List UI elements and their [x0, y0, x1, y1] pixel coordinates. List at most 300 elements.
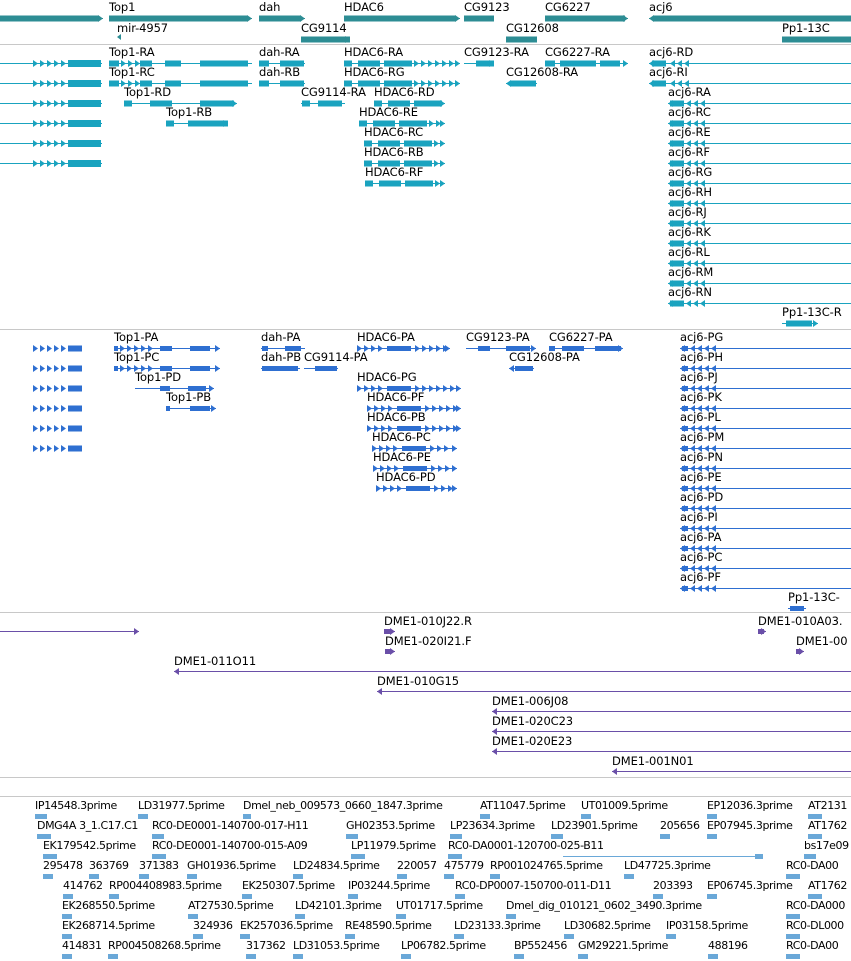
protein-label[interactable]: HDAC6-PD — [376, 470, 436, 484]
protein-label[interactable]: HDAC6-PA — [357, 330, 415, 344]
protein-chevron[interactable] — [444, 445, 449, 452]
est-label[interactable]: GH01936.5prime — [187, 859, 276, 872]
protein-exon[interactable] — [790, 606, 804, 611]
transcript-chevron[interactable] — [33, 60, 38, 67]
est-label[interactable]: 475779 — [444, 859, 484, 872]
protein-label[interactable]: Top1-PD — [135, 370, 181, 384]
est-label[interactable]: LD31053.5prime — [293, 939, 380, 952]
protein-chevron[interactable] — [54, 385, 59, 392]
est-exon[interactable] — [707, 834, 717, 839]
transcript-chevron[interactable] — [47, 100, 52, 107]
transcript-label[interactable]: acj6-RA — [668, 85, 711, 99]
est-label[interactable]: 220057 — [397, 859, 437, 872]
est-label[interactable]: RP004508268.5prime — [108, 939, 221, 952]
transcript-label[interactable]: CG12608-RA — [506, 65, 579, 79]
protein-label[interactable]: Top1-PB — [166, 390, 211, 404]
est-label[interactable]: BP552456 — [514, 939, 567, 952]
protein-label[interactable]: CG9114-PA — [304, 350, 368, 364]
est-label[interactable]: IP03244.5prime — [348, 879, 430, 892]
protein-chevron[interactable] — [432, 405, 437, 412]
transcript-chevron[interactable] — [61, 60, 66, 67]
est-label[interactable]: RC0-DE0001-140700-017-H11 — [152, 819, 309, 832]
transcript-chevron[interactable] — [54, 60, 59, 67]
transcript-exon[interactable] — [68, 160, 101, 167]
protein-chevron[interactable] — [40, 405, 45, 412]
protein-chevron[interactable] — [439, 405, 444, 412]
est-exon[interactable] — [43, 874, 53, 879]
transcript-label[interactable]: HDAC6-RA — [344, 45, 404, 59]
clone-label[interactable]: DME1-011O11 — [174, 654, 257, 668]
protein-label[interactable]: Pp1-13C- — [788, 590, 840, 604]
est-label[interactable]: bs17e09 — [804, 839, 849, 852]
est-exon[interactable] — [708, 954, 718, 959]
est-label[interactable]: 488196 — [708, 939, 748, 952]
protein-chevron[interactable] — [690, 585, 695, 592]
gene-exon[interactable] — [344, 16, 456, 22]
transcript-label[interactable]: acj6-RJ — [668, 205, 707, 219]
transcript-chevron[interactable] — [33, 140, 38, 147]
protein-chevron[interactable] — [397, 485, 402, 492]
transcript-exon[interactable] — [318, 101, 342, 107]
protein-chevron[interactable] — [415, 345, 420, 352]
protein-chevron[interactable] — [434, 485, 439, 492]
clone-label[interactable]: DME1-020C23 — [492, 714, 574, 728]
transcript-chevron[interactable] — [421, 60, 426, 67]
protein-chevron[interactable] — [40, 365, 45, 372]
gene-arrow[interactable] — [98, 15, 103, 22]
protein-exon[interactable] — [68, 426, 82, 432]
protein-chevron[interactable] — [61, 425, 66, 432]
transcript-chevron[interactable] — [693, 300, 698, 307]
clone-label[interactable]: DME1-006J08 — [492, 694, 569, 708]
gene-arrow[interactable] — [649, 15, 654, 22]
transcript-chevron[interactable] — [449, 60, 454, 67]
transcript-label[interactable]: CG6227-RA — [545, 45, 610, 59]
est-label[interactable]: IP03158.5prime — [666, 919, 748, 932]
transcript-label[interactable]: Top1-RC — [109, 65, 155, 79]
est-label[interactable]: AT1762 — [808, 819, 847, 832]
transcript-chevron[interactable] — [47, 80, 52, 87]
protein-chevron[interactable] — [436, 345, 441, 352]
transcript-arrow[interactable] — [440, 100, 445, 107]
clone-label[interactable]: DME1-001N01 — [612, 754, 694, 768]
est-label[interactable]: 317362 — [246, 939, 286, 952]
transcript-chevron[interactable] — [40, 140, 45, 147]
protein-chevron[interactable] — [437, 445, 442, 452]
transcript-chevron[interactable] — [435, 80, 440, 87]
transcript-label[interactable]: HDAC6-RE — [359, 105, 418, 119]
est-label[interactable]: EK268714.5prime — [62, 919, 155, 932]
transcript-chevron[interactable] — [449, 80, 454, 87]
protein-exon[interactable] — [166, 406, 170, 411]
transcript-exon[interactable] — [302, 101, 310, 107]
est-label[interactable]: LD30682.5prime — [564, 919, 651, 932]
protein-exon[interactable] — [68, 346, 82, 352]
transcript-chevron[interactable] — [40, 120, 45, 127]
protein-chevron[interactable] — [61, 405, 66, 412]
est-exon[interactable] — [293, 954, 303, 959]
transcript-chevron[interactable] — [54, 160, 59, 167]
gene-label[interactable]: CG9114 — [301, 21, 347, 35]
transcript-chevron[interactable] — [61, 140, 66, 147]
est-label[interactable]: UT01009.5prime — [581, 799, 668, 812]
transcript-chevron[interactable] — [434, 160, 439, 167]
transcript-exon[interactable] — [166, 121, 174, 127]
gene-arrow[interactable] — [247, 15, 252, 22]
protein-label[interactable]: acj6-PN — [680, 450, 723, 464]
gene-arrow[interactable] — [455, 15, 460, 22]
gene-exon[interactable] — [301, 37, 350, 43]
clone-arrow[interactable] — [492, 748, 497, 755]
transcript-exon[interactable] — [510, 81, 536, 87]
transcript-exon[interactable] — [786, 321, 812, 327]
protein-chevron[interactable] — [33, 365, 38, 372]
est-exon[interactable] — [62, 954, 72, 959]
transcript-arrow[interactable] — [440, 160, 445, 167]
clone-label[interactable]: DME1-010J22.R — [384, 614, 472, 628]
est-label[interactable]: 363769 — [89, 859, 129, 872]
est-label[interactable]: AT27530.5prime — [188, 899, 274, 912]
protein-exon[interactable] — [68, 366, 82, 372]
transcript-label[interactable]: acj6-RI — [649, 65, 688, 79]
protein-chevron[interactable] — [61, 365, 66, 372]
protein-chevron[interactable] — [429, 385, 434, 392]
gene-label[interactable]: CG9123 — [464, 0, 510, 14]
transcript-arrow[interactable] — [649, 80, 654, 87]
est-label[interactable]: AT1762 — [808, 879, 847, 892]
protein-arrow[interactable] — [215, 365, 220, 372]
protein-chevron[interactable] — [54, 365, 59, 372]
protein-arrow[interactable] — [456, 385, 461, 392]
transcript-chevron[interactable] — [435, 180, 440, 187]
clone-label[interactable]: DME1-020I21.F — [385, 634, 472, 648]
transcript-exon[interactable] — [379, 181, 401, 187]
protein-chevron[interactable] — [33, 445, 38, 452]
protein-chevron[interactable] — [390, 485, 395, 492]
clone-arrow[interactable] — [612, 768, 617, 775]
transcript-chevron[interactable] — [442, 60, 447, 67]
protein-chevron[interactable] — [446, 405, 451, 412]
protein-label[interactable]: acj6-PJ — [680, 370, 718, 384]
transcript-exon[interactable] — [165, 61, 181, 67]
protein-chevron[interactable] — [704, 585, 709, 592]
est-label[interactable]: LD31977.5prime — [138, 799, 225, 812]
gene-exon[interactable] — [506, 37, 537, 43]
est-label[interactable]: LD24834.5prime — [293, 859, 380, 872]
transcript-arrow[interactable] — [455, 60, 460, 67]
protein-exon[interactable] — [190, 346, 210, 351]
protein-arrow[interactable] — [452, 465, 457, 472]
est-exon[interactable] — [401, 954, 411, 959]
est-label[interactable]: UT01717.5prime — [396, 899, 483, 912]
protein-chevron[interactable] — [438, 465, 443, 472]
protein-label[interactable]: CG12608-PA — [509, 350, 580, 364]
transcript-label[interactable]: acj6-RC — [668, 105, 711, 119]
clone-label[interactable]: DME1-00 — [796, 634, 848, 648]
protein-chevron[interactable] — [47, 445, 52, 452]
transcript-exon[interactable] — [259, 81, 269, 87]
est-label[interactable]: RC0-DA000 — [786, 899, 845, 912]
est-label[interactable]: 414762 — [63, 879, 103, 892]
transcript-label[interactable]: acj6-RK — [668, 225, 711, 239]
transcript-chevron[interactable] — [442, 80, 447, 87]
transcript-chevron[interactable] — [429, 120, 434, 127]
transcript-chevron[interactable] — [61, 100, 66, 107]
transcript-arrow[interactable] — [813, 320, 818, 327]
transcript-chevron[interactable] — [40, 60, 45, 67]
transcript-exon[interactable] — [405, 181, 433, 187]
transcript-arrow[interactable] — [440, 180, 445, 187]
est-exon[interactable] — [624, 874, 634, 879]
transcript-chevron[interactable] — [54, 120, 59, 127]
est-exon[interactable] — [755, 854, 763, 859]
est-label[interactable]: RP004408983.5prime — [109, 879, 222, 892]
est-label[interactable]: RC0-DA00 — [786, 859, 839, 872]
est-exon[interactable] — [514, 954, 524, 959]
transcript-chevron[interactable] — [40, 80, 45, 87]
transcript-label[interactable]: acj6-RD — [649, 45, 694, 59]
est-label[interactable]: 205656 — [660, 819, 700, 832]
protein-chevron[interactable] — [422, 345, 427, 352]
protein-exon[interactable] — [68, 386, 82, 392]
gene-label[interactable]: acj6 — [649, 0, 673, 14]
protein-label[interactable]: acj6-PA — [680, 530, 722, 544]
est-label[interactable]: EP12036.3prime — [707, 799, 793, 812]
protein-label[interactable]: HDAC6-PB — [367, 410, 426, 424]
protein-chevron[interactable] — [47, 365, 52, 372]
transcript-chevron[interactable] — [47, 140, 52, 147]
transcript-label[interactable]: acj6-RE — [668, 125, 711, 139]
protein-exon[interactable] — [262, 366, 298, 371]
transcript-chevron[interactable] — [40, 160, 45, 167]
transcript-chevron[interactable] — [700, 300, 705, 307]
est-label[interactable]: 371383 — [139, 859, 179, 872]
transcript-chevron[interactable] — [33, 120, 38, 127]
protein-chevron[interactable] — [439, 425, 444, 432]
protein-chevron[interactable] — [378, 345, 383, 352]
gene-label[interactable]: dah — [259, 0, 281, 14]
est-label[interactable]: EK268550.5prime — [62, 899, 155, 912]
est-label[interactable]: EK257036.5prime — [240, 919, 333, 932]
transcript-arrow[interactable] — [623, 60, 628, 67]
transcript-chevron[interactable] — [435, 60, 440, 67]
est-label[interactable]: AT11047.5prime — [480, 799, 566, 812]
protein-chevron[interactable] — [371, 345, 376, 352]
transcript-exon[interactable] — [68, 60, 101, 67]
transcript-chevron[interactable] — [54, 140, 59, 147]
protein-chevron[interactable] — [429, 345, 434, 352]
protein-exon[interactable] — [478, 346, 490, 351]
transcript-chevron[interactable] — [54, 80, 59, 87]
transcript-exon[interactable] — [188, 121, 228, 127]
transcript-label[interactable]: HDAC6-RG — [344, 65, 405, 79]
gene-exon[interactable] — [259, 16, 301, 22]
transcript-chevron[interactable] — [40, 100, 45, 107]
est-label[interactable]: RC0-DE0001-140700-015-A09 — [152, 839, 308, 852]
protein-exon[interactable] — [68, 406, 82, 412]
gene-label[interactable]: mir-4957 — [117, 21, 169, 35]
protein-chevron[interactable] — [61, 445, 66, 452]
protein-chevron[interactable] — [40, 385, 45, 392]
protein-label[interactable]: acj6-PG — [680, 330, 724, 344]
protein-label[interactable]: HDAC6-PG — [357, 370, 417, 384]
protein-exon[interactable] — [114, 366, 118, 371]
est-exon[interactable] — [246, 954, 256, 959]
protein-chevron[interactable] — [376, 485, 381, 492]
protein-exon[interactable] — [515, 366, 533, 371]
protein-chevron[interactable] — [33, 405, 38, 412]
protein-label[interactable]: CG9123-PA — [466, 330, 530, 344]
protein-chevron[interactable] — [40, 445, 45, 452]
transcript-exon[interactable] — [68, 80, 101, 87]
protein-chevron[interactable] — [450, 385, 455, 392]
est-label[interactable]: 324936 — [193, 919, 233, 932]
clone-label[interactable]: DME1-010A03. — [758, 614, 843, 628]
transcript-label[interactable]: HDAC6-RD — [374, 85, 435, 99]
est-label[interactable]: EK179542.5prime — [43, 839, 136, 852]
transcript-chevron[interactable] — [428, 60, 433, 67]
protein-chevron[interactable] — [61, 345, 66, 352]
est-label[interactable]: AT2131 — [808, 799, 847, 812]
protein-arrow[interactable] — [211, 405, 216, 412]
transcript-arrow[interactable] — [506, 80, 511, 87]
protein-label[interactable]: dah-PA — [261, 330, 301, 344]
protein-label[interactable]: HDAC6-PF — [367, 390, 425, 404]
transcript-chevron[interactable] — [61, 160, 66, 167]
gene-label[interactable]: CG12608 — [506, 21, 559, 35]
protein-exon[interactable] — [68, 446, 82, 452]
transcript-label[interactable]: acj6-RM — [668, 265, 714, 279]
est-exon[interactable] — [138, 814, 148, 819]
transcript-arrow[interactable] — [232, 100, 237, 107]
transcript-label[interactable]: acj6-RF — [668, 145, 710, 159]
protein-label[interactable]: acj6-PL — [680, 410, 721, 424]
clone-arrow[interactable] — [174, 668, 179, 675]
protein-chevron[interactable] — [47, 345, 52, 352]
protein-label[interactable]: Top1-PC — [114, 350, 160, 364]
gene-exon[interactable] — [782, 37, 851, 43]
protein-chevron[interactable] — [47, 405, 52, 412]
gene-label[interactable]: CG6227 — [545, 0, 591, 14]
transcript-arrow[interactable] — [455, 80, 460, 87]
est-label[interactable]: 203393 — [653, 879, 693, 892]
est-label[interactable]: GH02353.5prime — [346, 819, 435, 832]
protein-chevron[interactable] — [446, 425, 451, 432]
protein-chevron[interactable] — [33, 425, 38, 432]
transcript-exon[interactable] — [68, 120, 101, 127]
protein-chevron[interactable] — [54, 345, 59, 352]
transcript-chevron[interactable] — [61, 80, 66, 87]
est-label[interactable]: DMG4A 3_1.C17.C1 — [37, 819, 138, 832]
gene-exon[interactable] — [0, 16, 98, 22]
est-label[interactable]: LP11979.5prime — [351, 839, 436, 852]
transcript-label[interactable]: CG9114-RA — [301, 85, 366, 99]
transcript-exon[interactable] — [68, 100, 101, 107]
gene-label[interactable]: HDAC6 — [344, 0, 384, 14]
transcript-chevron[interactable] — [47, 120, 52, 127]
protein-chevron[interactable] — [120, 365, 125, 372]
protein-exon[interactable] — [190, 406, 210, 411]
est-exon[interactable] — [786, 954, 800, 959]
clone-label[interactable]: DME1-010G15 — [377, 674, 459, 688]
est-label[interactable]: RC0-DA0001-120700-025-B11 — [448, 839, 604, 852]
protein-label[interactable]: acj6-PE — [680, 470, 722, 484]
est-label[interactable]: RC0-DP0007-150700-011-D11 — [455, 879, 612, 892]
transcript-chevron[interactable] — [61, 120, 66, 127]
protein-chevron[interactable] — [40, 345, 45, 352]
est-label[interactable]: LD47725.3prime — [624, 859, 711, 872]
transcript-label[interactable]: Top1-RD — [124, 85, 172, 99]
est-exon[interactable] — [660, 834, 670, 839]
protein-label[interactable]: acj6-PI — [680, 510, 718, 524]
protein-arrow[interactable] — [215, 345, 220, 352]
protein-chevron[interactable] — [436, 385, 441, 392]
protein-label[interactable]: acj6-PF — [680, 570, 721, 584]
transcript-label[interactable]: dah-RB — [259, 65, 301, 79]
clone-arrow[interactable] — [134, 628, 139, 635]
est-label[interactable]: EP07945.3prime — [707, 819, 793, 832]
transcript-exon[interactable] — [600, 61, 620, 67]
protein-label[interactable]: acj6-PK — [680, 390, 722, 404]
transcript-label[interactable]: acj6-RN — [668, 285, 712, 299]
protein-chevron[interactable] — [33, 345, 38, 352]
est-label[interactable]: RC0-DL000 — [786, 919, 844, 932]
est-label[interactable]: RP001024765.5prime — [490, 859, 603, 872]
transcript-label[interactable]: HDAC6-RF — [365, 165, 424, 179]
protein-arrow[interactable] — [452, 445, 457, 452]
est-label[interactable]: RC0-DA00 — [786, 939, 839, 952]
transcript-arrow[interactable] — [440, 140, 445, 147]
protein-chevron[interactable] — [383, 485, 388, 492]
est-label[interactable]: LP06782.5prime — [401, 939, 486, 952]
protein-chevron[interactable] — [47, 385, 52, 392]
transcript-chevron[interactable] — [54, 100, 59, 107]
protein-chevron[interactable] — [711, 585, 716, 592]
transcript-exon[interactable] — [109, 81, 119, 87]
est-exon[interactable] — [108, 954, 118, 959]
gene-exon[interactable] — [464, 16, 494, 22]
transcript-label[interactable]: acj6-RG — [668, 165, 713, 179]
transcript-label[interactable]: Pp1-13C-R — [782, 305, 842, 319]
protein-chevron[interactable] — [127, 365, 132, 372]
protein-chevron[interactable] — [54, 445, 59, 452]
est-label[interactable]: LP23634.3prime — [450, 819, 535, 832]
protein-chevron[interactable] — [47, 425, 52, 432]
transcript-exon[interactable] — [200, 61, 248, 67]
transcript-label[interactable]: acj6-RL — [668, 245, 710, 259]
clone-arrow[interactable] — [799, 648, 804, 655]
transcript-chevron[interactable] — [686, 300, 691, 307]
transcript-chevron[interactable] — [47, 60, 52, 67]
transcript-label[interactable]: HDAC6-RB — [364, 145, 424, 159]
est-label[interactable]: LD23133.3prime — [454, 919, 541, 932]
est-label[interactable]: EK250307.5prime — [242, 879, 335, 892]
clone-arrow[interactable] — [377, 688, 382, 695]
est-exon[interactable] — [707, 894, 717, 899]
protein-chevron[interactable] — [441, 485, 446, 492]
gene-label[interactable]: Pp1-13C — [782, 21, 830, 35]
protein-label[interactable]: HDAC6-PE — [373, 450, 431, 464]
transcript-label[interactable]: Top1-RA — [109, 45, 155, 59]
transcript-chevron[interactable] — [414, 60, 419, 67]
protein-exon[interactable] — [315, 366, 337, 371]
protein-chevron[interactable] — [357, 385, 362, 392]
protein-label[interactable]: CG6227-PA — [549, 330, 613, 344]
transcript-chevron[interactable] — [33, 80, 38, 87]
transcript-chevron[interactable] — [434, 140, 439, 147]
est-label[interactable]: GM29221.5prime — [578, 939, 668, 952]
est-exon[interactable] — [444, 874, 454, 879]
